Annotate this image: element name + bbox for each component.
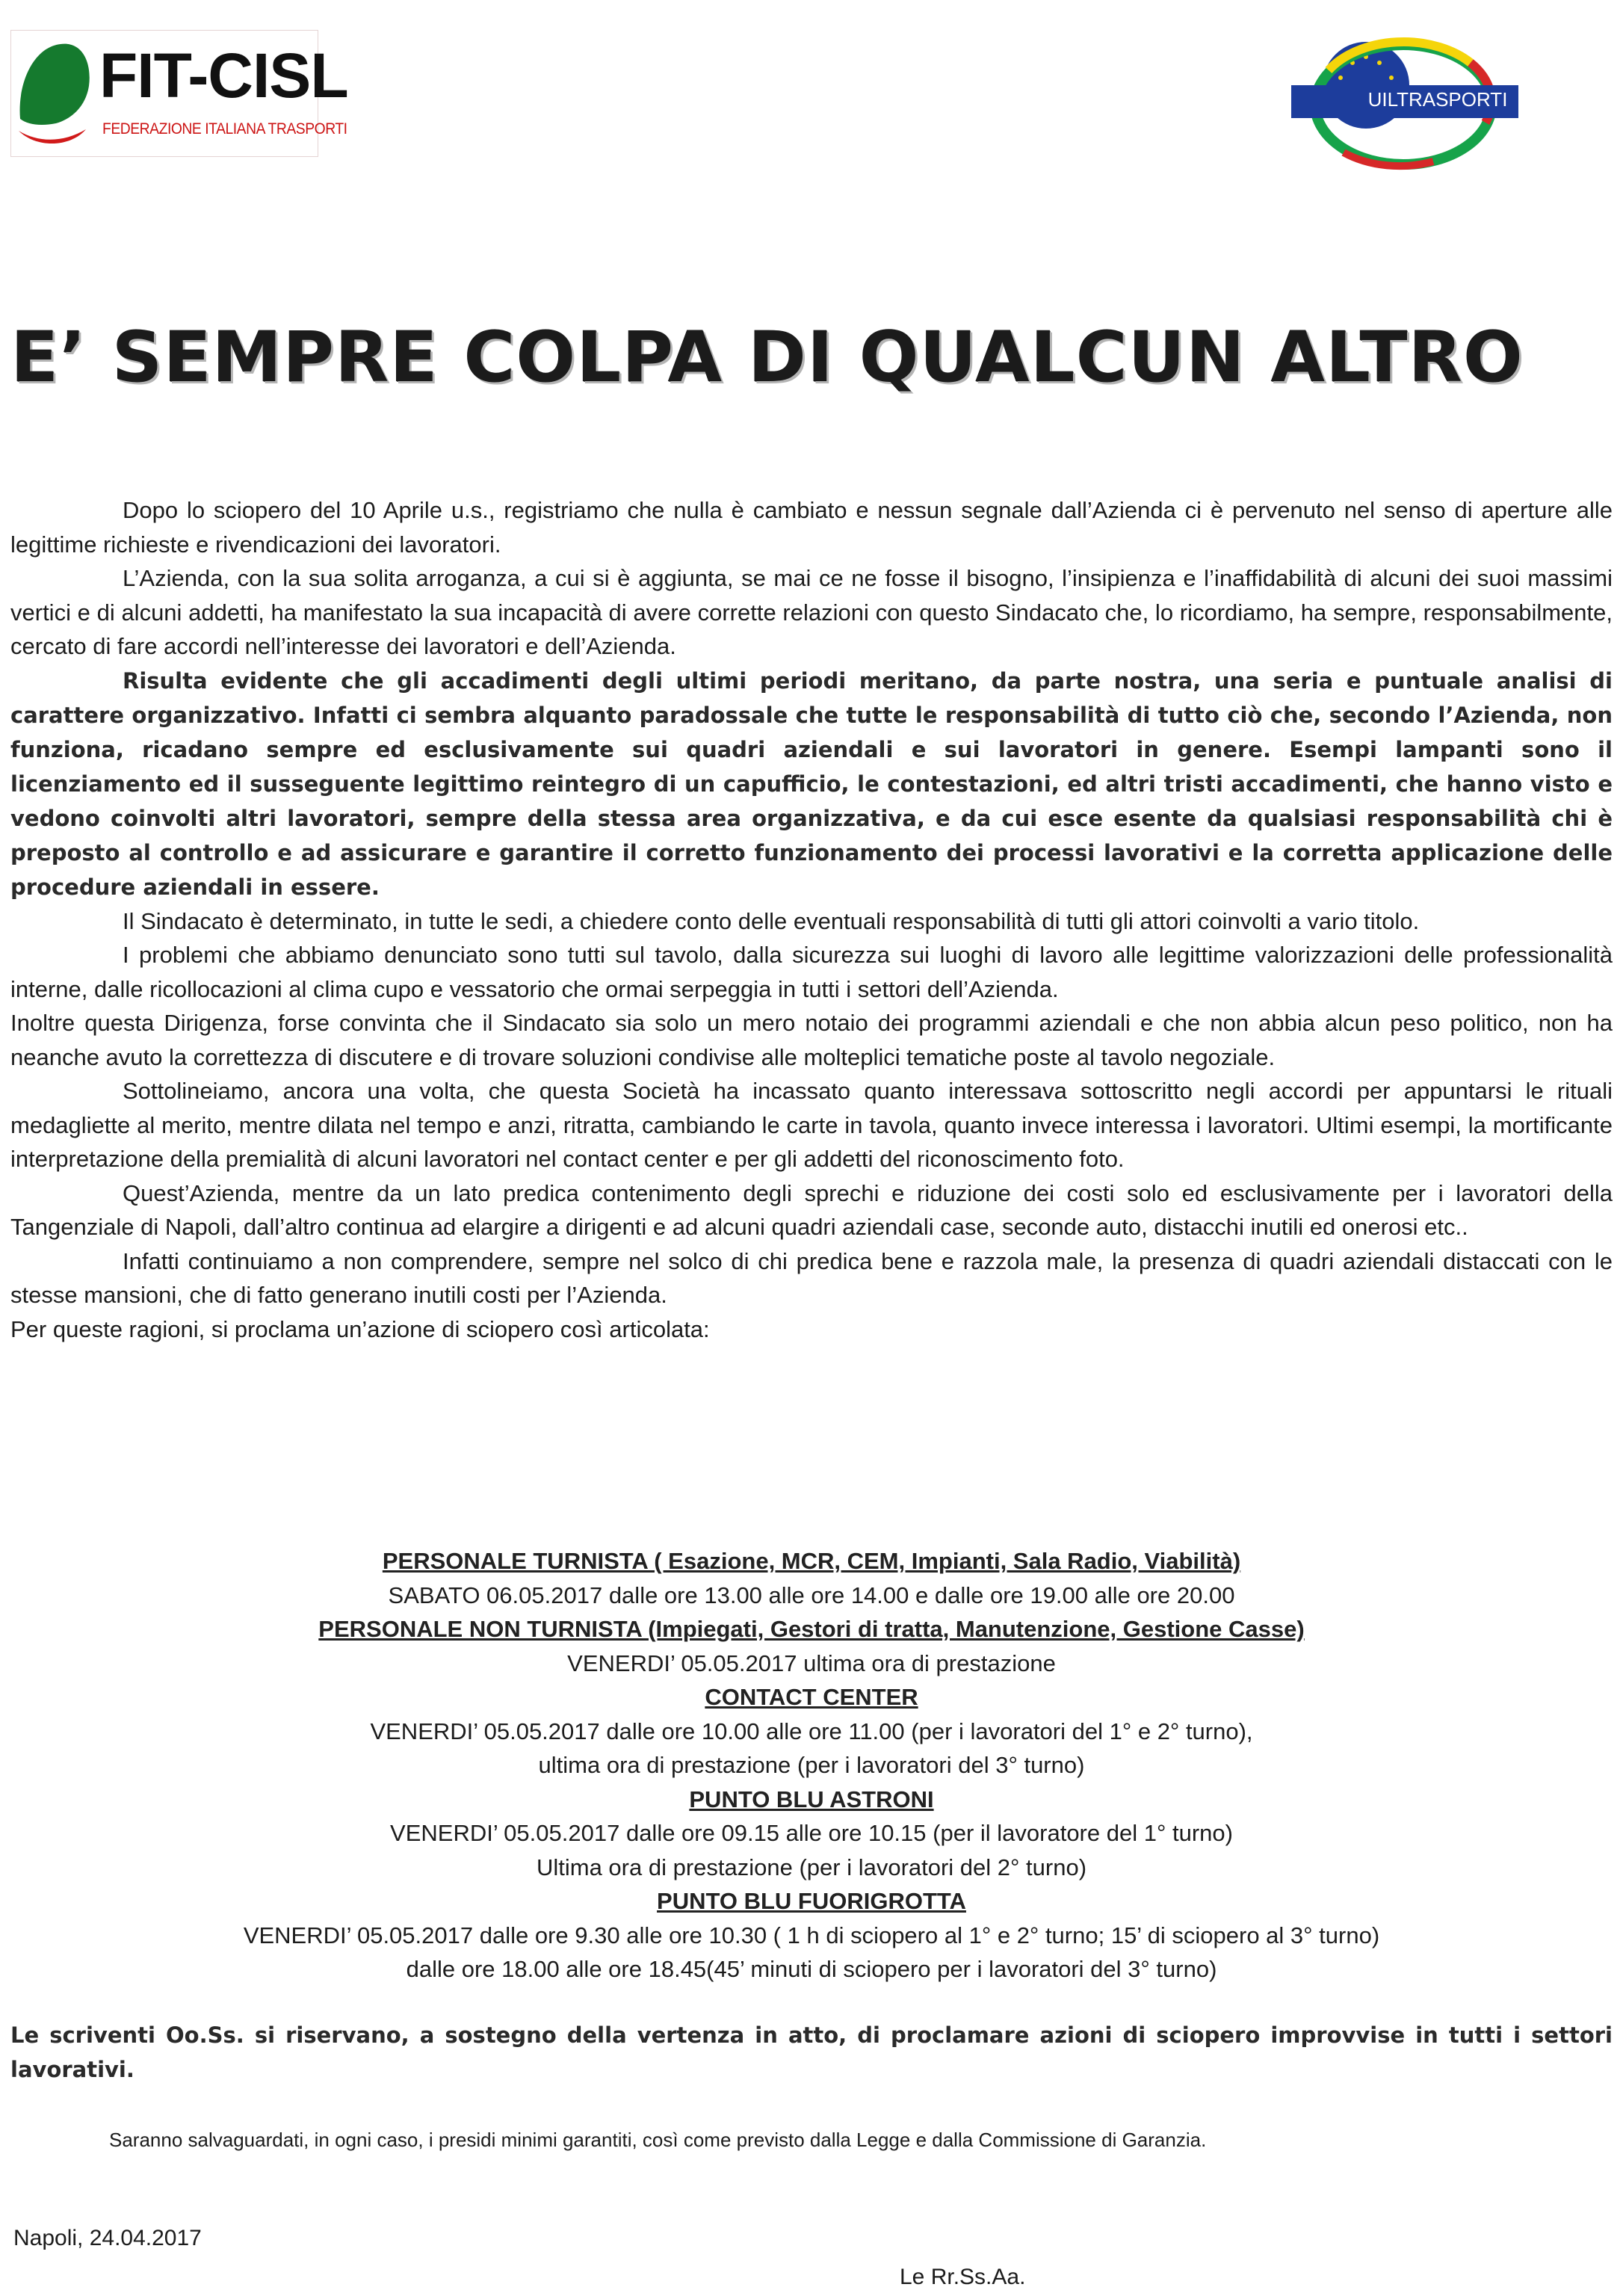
schedule-line: Ultima ora di prestazione (per i lavoratori del 2° turno) — [536, 1854, 1087, 1880]
paragraph: Inoltre questa Dirigenza, forse convinta che il Sindacato sia solo un mero notaio dei programmi aziendali e che non abbia alcun peso politico, non ha neanche avuto la correttezza di discutere e di trovare soluzioni condivise alle molteplici tematiche poste al tavolo negoziale. — [10, 1010, 1613, 1070]
paragraph: Infatti continuiamo a non comprendere, sempre nel solco di chi predica bene e razzola male, la presenza di quadri aziendali distaccati con le stesse mansioni, che di fatto generano inutili costi per l’Azienda. — [10, 1247, 1613, 1308]
schedule-heading-non-turnista: PERSONALE NON TURNISTA (Impiegati, Gestori di tratta, Manutenzione, Gestione Casse) — [318, 1616, 1305, 1642]
fit-cisl-name: FIT-CISL — [99, 40, 348, 111]
paragraph: Sottolineiamo, ancora una volta, che questa Società ha incassato quanto interessava sottoscritto negli accordi per appuntarsi le rituali medagliette al merito, mentre dilata nel tempo e anzi, ritratta, cambiando le carte in tavola, quanto invece interessa i lavoratori. Ultimi esempi, la mortificante interpretazione della premialità di alcuni lavoratori nel contact center e per gli addetti del riconoscimento foto. — [10, 1078, 1613, 1172]
place-date: Napoli, 24.04.2017 — [13, 2226, 202, 2250]
paragraph: Il Sindacato è determinato, in tutte le sedi, a chiedere conto delle eventuali responsabilità di tutti gli attori coinvolti a vario titolo. — [123, 907, 1420, 934]
fit-cisl-logo — [10, 30, 348, 157]
paragraph: L’Azienda, con la sua solita arroganza, a cui si è aggiunta, se mai ce ne fosse il bisogno, l’insipienza e l’inaffidabilità di alcuni dei suoi massimi vertici e di alcuni addetti, ha manifestato la sua incapacità di avere corrette relazioni con questo Sindacato che, lo ricordiamo, ha sempre, responsabilmente, cercato di fare accordi nell’interesse dei lavoratori e dell’Azienda. — [10, 565, 1613, 659]
paragraph: Per queste ragioni, si proclama un’azione di sciopero così articolata: — [10, 1315, 710, 1342]
uiltrasporti-logo — [1284, 33, 1530, 175]
paragraph: I problemi che abbiamo denunciato sono tutti sul tavolo, dalla sicurezza sui luoghi di lavoro alle legittime valorizzazioni delle professionalità interne, dalle ricollocazioni al clima cupo e vessatorio che ormai serpeggia in tutti i settori dell’Azienda. — [10, 942, 1613, 1002]
closing-reservation: Le scriventi Oo.Ss. si riservano, a sostegno della vertenza in atto, di proclamare azioni di sciopero improvvise in tutti i settori lavorativi. — [10, 2022, 1613, 2082]
strike-schedule — [10, 1544, 1613, 1987]
schedule-line: VENERDI’ 05.05.2017 dalle ore 10.00 alle ore 11.00 (per i lavoratori del 1° e 2° turno), — [370, 1718, 1253, 1744]
paragraph: Dopo lo sciopero del 10 Aprile u.s., registriamo che nulla è cambiato e nessun segnale dall’Azienda ci è pervenuto nel senso di aperture alle legittime richieste e rivendicazioni dei lavoratori. — [10, 497, 1613, 558]
schedule-line: dalle ore 18.00 alle ore 18.45(45’ minuti di sciopero per i lavoratori del 3° turno) — [406, 1956, 1217, 1982]
schedule-line: ultima ora di prestazione (per i lavoratori del 3° turno) — [538, 1752, 1085, 1778]
signature: Le Rr.Ss.Aa. — [900, 2265, 1026, 2289]
paragraph-bold: Risulta evidente che gli accadimenti degli ultimi periodi meritano, da parte nostra, una seria e puntuale analisi di carattere organizzativo. Infatti ci sembra alquanto paradossale che tutte le responsabilità di tutto ciò che, secondo l’Azienda, non funziona, ricadano sempre ed esclusivamente sui quadri aziendali e sui lavoratori in genere. Esempi lampanti sono il licenziamento ed il susseguente legittimo reintegro di un capufficio, le contestazioni, ed altri tristi accadimenti, che hanno visto e vedono coinvolti altri lavoratori, sempre della stessa area organizzativa, e da cui esce esente da qualsiasi responsabilità chi è preposto al controllo e ad assicurare e garantire il corretto funzionamento dei processi lavorativi e la corretta applicazione delle procedure aziendali in essere. — [10, 667, 1613, 900]
uiltrasporti-name: UILTRASPORTI — [1367, 88, 1508, 111]
schedule-heading-astroni: PUNTO BLU ASTRONI — [689, 1786, 934, 1812]
schedule-line: VENERDI’ 05.05.2017 dalle ore 09.15 alle ore 10.15 (per il lavoratore del 1° turno) — [390, 1820, 1233, 1846]
schedule-heading-fuorigrotta: PUNTO BLU FUORIGROTTA — [657, 1888, 966, 1914]
schedule-line: VENERDI’ 05.05.2017 ultima ora di prestazione — [567, 1650, 1056, 1676]
schedule-line: SABATO 06.05.2017 dalle ore 13.00 alle ore 14.00 e dalle ore 19.00 alle ore 20.00 — [388, 1581, 1235, 1608]
fit-cisl-subtitle: FEDERAZIONE ITALIANA TRASPORTI — [102, 120, 347, 138]
schedule-line: VENERDI’ 05.05.2017 dalle ore 9.30 alle ore 10.30 ( 1 h di sciopero al 1° e 2° turno; 15’ di sciopero al 3° turno) — [243, 1922, 1380, 1948]
schedule-heading-contact-center: CONTACT CENTER — [705, 1684, 918, 1710]
page-title: E’ SEMPRE COLPA DI QUALCUN ALTRO — [10, 317, 1524, 398]
body-text — [10, 493, 1613, 1346]
paragraph: Quest’Azienda, mentre da un lato predica contenimento degli sprechi e riduzione dei costi solo ed esclusivamente per i lavoratori della Tangenziale di Napoli, dall’altro continua ad elargire a dirigenti e ad alcuni quadri aziendali case, seconde auto, distacchi inutili ed onerosi etc.. — [10, 1179, 1613, 1240]
closing-note: Saranno salvaguardati, in ogni caso, i presidi minimi garantiti, così come previsto dalla Legge e dalla Commissione di Garanzia. — [109, 2129, 1207, 2151]
schedule-heading-turnista: PERSONALE TURNISTA ( Esazione, MCR, CEM, Impianti, Sala Radio, Viabilità) — [382, 1548, 1241, 1574]
